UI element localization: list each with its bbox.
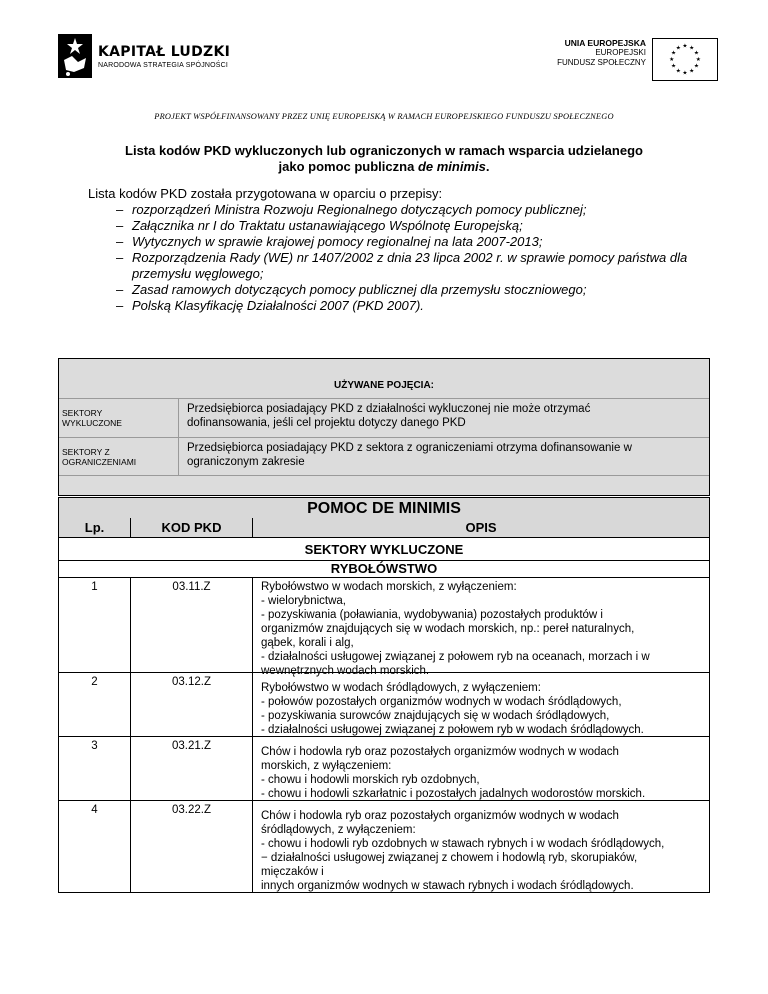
project-cofinancing-line: PROJEKT WSPÓŁFINANSOWANY PRZEZ UNIĘ EUROPEJSKĄ W RAMACH EUROPEJSKIEGO FUNDUSZU SPOŁECZNEGO <box>154 112 614 121</box>
cell-lp: 4 <box>59 801 131 892</box>
list-item: – Zasad ramowych dotyczących pomocy publicznej dla przemysłu stoczniowego; <box>116 282 587 297</box>
svg-text:★: ★ <box>695 56 701 63</box>
list-item: – Wytycznych w sprawie krajowej pomocy regionalnej na lata 2007-2013; <box>116 234 543 249</box>
pkd-table-title: POMOC DE MINIMIS <box>307 500 461 517</box>
svg-text:★: ★ <box>689 68 695 75</box>
table-row <box>59 672 709 736</box>
eu-line-3: FUNDUSZ SPOŁECZNY <box>557 58 646 67</box>
kapital-ludzki-logo <box>58 34 230 78</box>
logo-name: KAPITAŁ LUDZKI <box>98 43 231 60</box>
terms-footer <box>59 475 709 495</box>
sources-intro <box>88 186 708 314</box>
column-header-lp: Lp. <box>59 518 131 538</box>
list-item: – Rozporządzenia Rady (WE) nr 1407/2002 z dnia 23 lipca 2002 r. w sprawie pomocy państwa dla przemysłu węglowego; <box>116 250 688 281</box>
terms-table <box>58 358 710 496</box>
column-header-kod: KOD PKD <box>131 518 253 538</box>
kapital-ludzki-emblem-icon <box>58 34 92 78</box>
cell-opis: Rybołówstwo w wodach morskich, z wyłączeniem: - wielorybnictwa, - pozyskiwania (poławiania, wydobywania) pozostałych produktów i organizmów znajdujących się w wodach morskich, np.: pereł naturalnych, gąbek, korali i alg, - działalności usługowej związanej z połowem ryb na oceanach, morzach i w wewnętrznych wodach morskich. <box>261 581 650 677</box>
svg-text:★: ★ <box>693 50 700 57</box>
document-title <box>60 143 708 175</box>
cell-kod: 03.22.Z <box>131 801 253 892</box>
list-item: – Załącznika nr I do Traktatu ustanawiającego Wspólnotę Europejską; <box>116 218 523 233</box>
sources-lead: Lista kodów PKD została przygotowana w oparciu o przepisy: <box>88 186 443 201</box>
cell-opis: Chów i hodowla ryb oraz pozostałych organizmów wodnych w wodach morskich, z wyłączeniem: - chowu i hodowli morskich ryb ozdobnych, - chowu i hodowli szkarłatnic i pozostałych jadalnych wodorostów morskich. <box>261 746 646 800</box>
cell-lp: 3 <box>59 737 131 800</box>
eu-flag-icon <box>652 38 718 81</box>
cell-lp: 2 <box>59 673 131 736</box>
svg-text:★: ★ <box>675 45 681 52</box>
column-header-opis: OPIS <box>465 520 497 535</box>
table-row <box>59 399 709 437</box>
table-row <box>59 800 709 892</box>
cell-opis: Chów i hodowla ryb oraz pozostałych organizmów wodnych w wodach śródlądowych, z wyłączeniem: - chowu i hodowli ryb ozdobnych w stawach rybnych i w wodach śródlądowych, − działalności usługowej związanej z chowem i hodowlą ryb, skorupiaków, mięczaków i innych organizmów wodnych w stawach rybnych i wodach śródlądowych. <box>261 810 665 892</box>
eu-logo <box>557 38 718 81</box>
term-label: SEKTORY WYKLUCZONE <box>59 399 179 437</box>
subsection-heading: RYBOŁÓWSTWO <box>59 560 709 578</box>
title-line-2: jako pomoc publiczna de minimis. <box>278 159 490 174</box>
list-item: – Polską Klasyfikację Działalności 2007 (PKD 2007). <box>116 298 424 313</box>
eu-line-1: UNIA EUROPEJSKA <box>564 38 646 48</box>
pkd-table <box>58 497 710 893</box>
svg-text:★: ★ <box>682 43 688 50</box>
term-description: Przedsiębiorca posiadający PKD z sektora z ograniczeniami otrzyma dofinansowanie w ograniczonym zakresie <box>179 438 709 475</box>
cell-kod: 03.11.Z <box>131 578 253 672</box>
eu-line-2: EUROPEJSKI <box>595 48 646 57</box>
svg-text:★: ★ <box>689 45 695 52</box>
sources-list <box>88 202 708 314</box>
title-line-1: Lista kodów PKD wykluczonych lub ograniczonych w ramach wsparcia udzielanego <box>125 143 643 158</box>
terms-heading: UŻYWANE POJĘCIA: <box>59 359 709 399</box>
svg-text:★: ★ <box>682 70 688 77</box>
svg-text:★: ★ <box>675 68 681 75</box>
table-row <box>59 578 709 677</box>
logo-subtitle: NARODOWA STRATEGIA SPÓJNOŚCI <box>98 61 229 69</box>
term-description: Przedsiębiorca posiadający PKD z działalności wykluczonej nie może otrzymać dofinansowania, jeśli cel projektu dotyczy danego PKD <box>179 399 709 437</box>
table-row <box>59 736 709 800</box>
svg-text:★: ★ <box>669 56 675 63</box>
cell-opis: Rybołówstwo w wodach śródlądowych, z wyłączeniem: - połowów pozostałych organizmów wodnych w wodach śródlądowych, - pozyskiwania surowców znajdujących się w wodach śródlądowych, - działalności usługowej związanej z połowem ryb w wodach śródlądowych. <box>261 682 644 736</box>
table-row <box>59 437 709 475</box>
section-heading: SEKTORY WYKLUCZONE <box>304 542 464 557</box>
list-item: – rozporządzeń Ministra Rozwoju Regionalnego dotyczących pomocy publicznej; <box>116 202 587 217</box>
svg-text:★: ★ <box>670 50 677 57</box>
pkd-table-header <box>59 498 709 538</box>
cell-kod: 03.21.Z <box>131 737 253 800</box>
cell-lp: 1 <box>59 578 131 672</box>
cell-kod: 03.12.Z <box>131 673 253 736</box>
svg-text:★: ★ <box>670 63 677 70</box>
svg-text:★: ★ <box>693 63 700 70</box>
term-label: SEKTORY Z OGRANICZENIAMI <box>59 438 179 475</box>
